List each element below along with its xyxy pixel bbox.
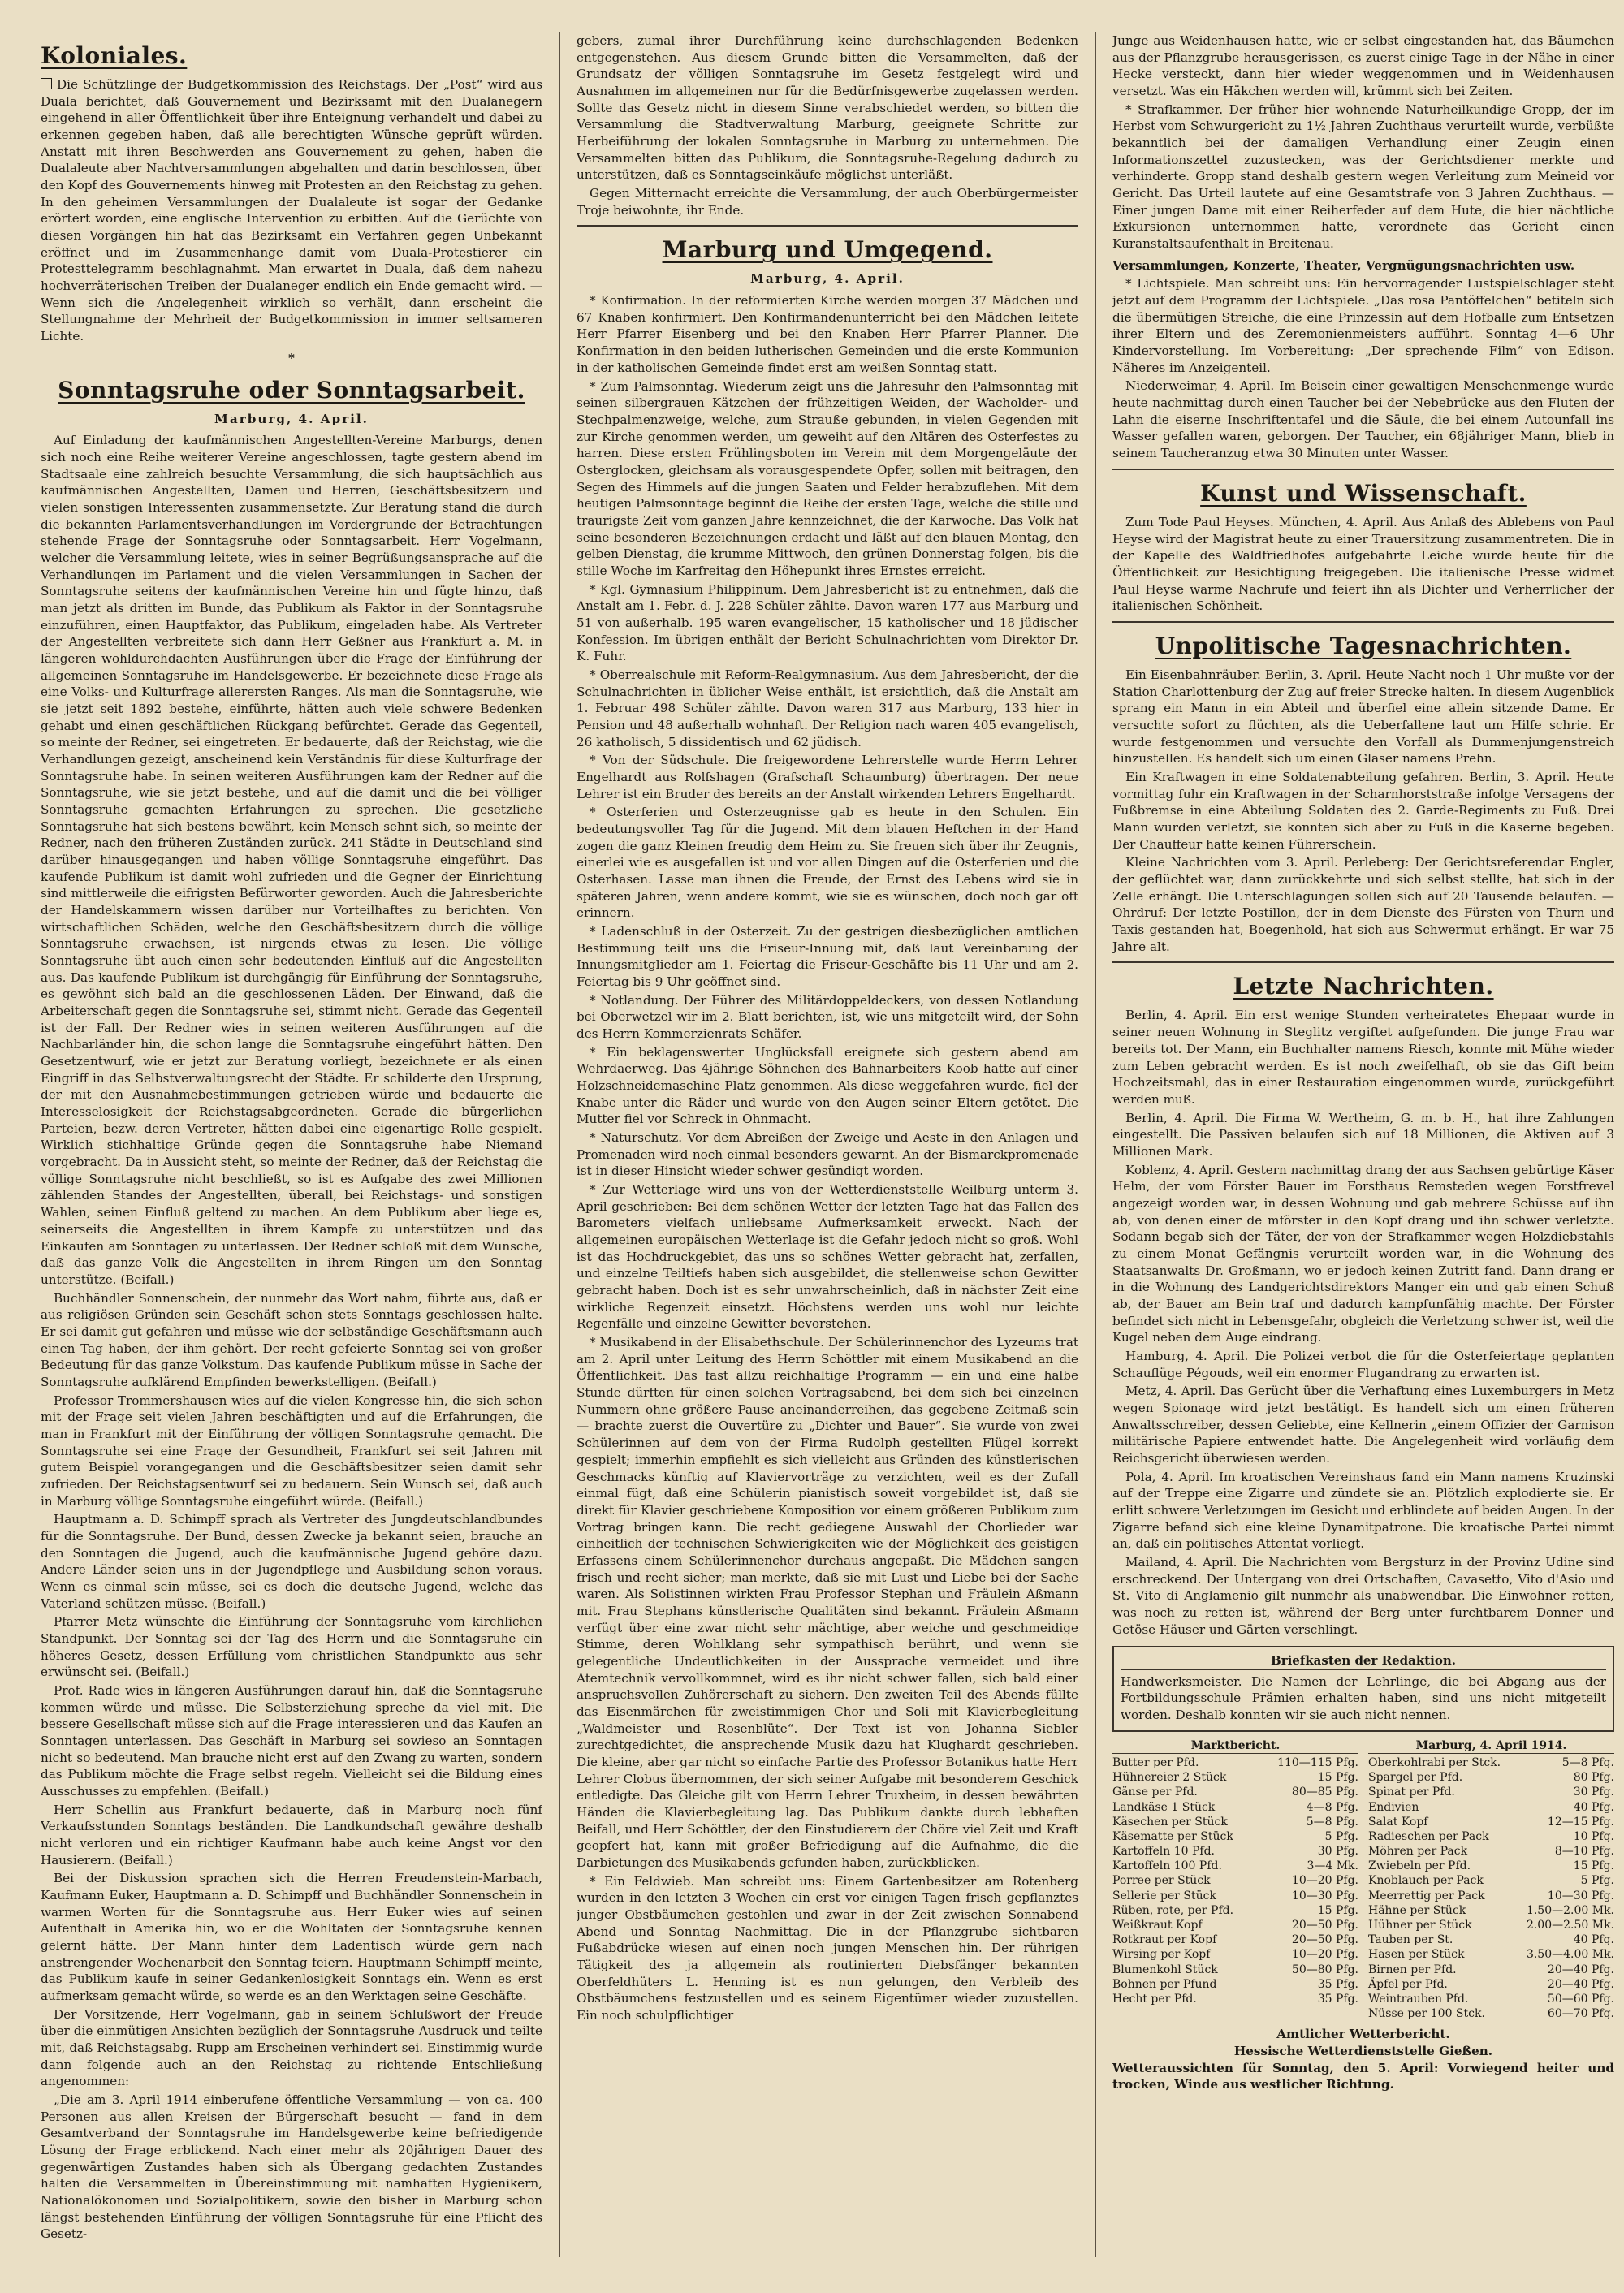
market-price: 4—8 Pfg.: [1306, 1800, 1358, 1814]
market-price: 5—8 Pfg.: [1561, 1755, 1614, 1769]
market-row: [1112, 1785, 1358, 1799]
market-price: 5 Pfg.: [1324, 1829, 1358, 1843]
market-item: Käsechen per Stück: [1112, 1815, 1228, 1829]
section-heading-letzte: Letzte Nachrichten.: [1233, 973, 1494, 1000]
article-paragraph: Mailand, 4. April. Die Nachrichten vom Bergsturz in der Provinz Udine sind erschreckend. Der Untergang von drei Ortschaften, Cavasetto, Vito d'Asio und St. Vito di Anglamenio gilt nunmehr als unabwendbar. Die Einwohner retten, was noch zu retten ist, während der Berg unter furchtbarem Donner und Getöse Häuser und Gärten verschlingt.: [1112, 1554, 1614, 1637]
article-paragraph: Die Schützlinge der Budgetkommission des Reichstags. Der „Post“ wird aus Duala berichtet, daß Gouvernement und Bezirksamt mit den Dualanegern eingehend in aller Öffentlichkeit über ihre Enteignung verhandelt und dabei zu erkennen gegeben haben, daß alle berechtigten Wünsche geprüft würden. Anstatt mit ihren Beschwerden ans Gouvernement zu gehen, haben die Dualaleute aber Nachtversammlungen abgehalten und darin beschlossen, über den Kopf des Gouvernements hinweg mit Protesten an den Reichstag zu gehen. In den geheimen Versammlungen der Dualaleute ist sogar der Gedanke erörtert worden, eine englische Intervention zu erbitten. Auf die Gerüchte von diesen Vorgängen hin hat das Bezirksamt ein Verfahren gegen Unbekannt eröffnet und im Zusammenhange damit vom Duala-Protestierer ein Protesttelegramm beschlagnahmt. Man erwartet in Duala, daß dem nahezu hochverräterischen Treiben der Dualaneger endlich ein Ende gemacht wird. — Wenn sich die Angelegenheit wirklich so verhält, dann erscheint die Stellungnahme der Mehrheit der Budgetkommission in immer seltsameren Lichte.: [41, 77, 542, 344]
market-item: Porree per Stück: [1112, 1874, 1211, 1888]
article-paragraph: Professor Trommershausen wies auf die vielen Kongresse hin, die sich schon mit der Frage seit vielen Jahren beschäftigten und auf die Erfahrungen, die man in Frankfurt mit der Einführung der völligen Sonntagsruhe gemacht. Die Sonntagsruhe sei eine Frage der Gesundheit, Frankfurt sei seit Jahren mit gutem Beispiel vorangegangen und die Geschäftsbesitzer seien damit sehr zufrieden. Der Reichstagsentwurf sei zu bedauern. Sein Wunsch sei, daß auch in Marburg völlige Sonntagsruhe eingeführt würde. (Beifall.): [41, 1393, 542, 1509]
market-row: [1368, 1859, 1614, 1873]
article-paragraph: * Ein Feldwieb. Man schreibt uns: Einem Gartenbesitzer am Rotenberg wurden in den letzten 3 Wochen ein erst vor einigen Tagen frisch gepflanztes junger Obstbäumchen gestohlen und zwar in der Zeit zwischen Sonnabend Abend und Sonntag Nachmittag. Die in der Pflanzgrube sichtbaren Fußabdrücke wiesen auf einen noch jungen Menschen hin. Der rührigen Tätigkeit des ja allgemein als routinierten Diebsfänger bekannten Oberfeldhüters L. Henning ist es nun gelungen, den Verbleib des Obstbäumchens festzustellen und es seinem Eigentümer wieder zuzustellen. Ein noch schulpflichtiger: [577, 1873, 1078, 2023]
separator-star: *: [288, 350, 295, 365]
market-price: 30 Pfg.: [1317, 1845, 1358, 1859]
market-price: 10—30 Pfg.: [1547, 1889, 1614, 1902]
briefkasten-box: [1112, 1646, 1614, 1731]
article-paragraph: Metz, 4. April. Das Gerücht über die Verhaftung eines Luxemburgers in Metz wegen Spionage wird jetzt bestätigt. Es handelt sich um einen früheren Anwaltsschreiber, dessen Geliebte, eine Kellnerin „einem Offizier der Garnison militärische Papiere entwendet hatte. Die Angelegenheit wird vorläufig dem Reichsgericht überwiesen werden.: [1112, 1384, 1614, 1466]
market-price: 15 Pfg.: [1317, 1771, 1358, 1785]
article-paragraph: Zum Tode Paul Heyses. München, 4. April. Aus Anlaß des Ablebens von Paul Heyse wird der Magistrat heute zu einer Trauersitzung zusammentreten. Die in der Kapelle des Waldfriedhofes aufgebahrte Leiche wurde heute für die Öffentlichkeit zur Besichtigung freigegeben. Die italienische Presse widmet Paul Heyse warme Nachrufe und feiert ihn als Dichter und Verherrlicher der italienischen Schönheit.: [1112, 514, 1614, 614]
market-row: [1112, 1829, 1358, 1844]
market-row: [1368, 1844, 1614, 1859]
article-paragraph: * Von der Südschule. Die freigewordene Lehrerstelle wurde Herrn Lehrer Engelhardt aus Rolfshagen (Grafschaft Schaumburg) übertragen. Der neue Lehrer ist ein Bruder des bereits an der Anstalt wirkenden Lehrers Engelhardt.: [577, 753, 1078, 801]
article-paragraph: Auf Einladung der kaufmännischen Angestellten-Vereine Marburgs, denen sich noch eine Reihe weiterer Vereine angeschlossen, tagte gestern abend im Stadtsaale eine zahlreich besuchte Versammlung, die sich hauptsächlich aus kaufmännischen Angestellten, Damen und Herren, Geschäftsbesitzern und vielen sonstigen Interessenten zusammensetzte. Zur Beratung stand die durch die bekannten Parlamentsverhandlungen im Vordergrunde der Betrachtungen stehende Frage der Sonntagsruhe oder Sonntagsarbeit. Herr Vogelmann, welcher die Versammlung leitete, wies in seiner Begrüßungsansprache auf die Verhandlungen im Parlament und die vielen Versammlungen in Sachen der Sonntagsruhe seitens der kaufmännischen Vereine hin und fügte hinzu, daß man jetzt als dritten im Bunde, das Publikum als Faktor in der Sonntagsruhe einzuführen, einen Hauptfaktor, das Publikum, eingeladen habe. Als Vertreter der Angestellten verbreitete sich dann Herr Geßner aus Frankfurt a. M. in längeren wohldurchdachten Ausführungen über die Frage der Einführung der allgemeinen Sonntagsruhe im Handelsgewerbe. Er bezeichnete diese Frage als eine Volks- und Kulturfrage allerersten Ranges. Als man die Sonntagsruhe, wie sie jetzt seit 1892 bestehe, einführte, hätten auch viele schwere Bedenken gehabt und einen geschäftlichen Rückgang befürchtet. Gerade das Gegenteil, so meinte der Redner, sei eingetreten. Er bedauerte, daß der Reichstag, wie die Verhandlungen gezeigt, anscheinend kein Verständnis für diese Kulturfrage der Sonntagsruhe habe. In seinen weiteren Ausführungen kam der Redner auf die Sonntagsruhe, wie sie jetzt bestehe, und auf die damit und die bei völliger Sonntagsruhe gemachten Erfahrungen zu sprechen. Die gesetzliche Sonntagsruhe hat sich bestens bewährt, kein Mensch sehnt sich, so meinte der Redner, nach den früheren Zuständen zurück. 241 Städte in Deutschland sind darüber hinausgegangen und haben völlige Sonntagsruhe eingeführt. Das kaufende Publikum ist damit wohl zufrieden und die Gegner der Einrichtung sind mittlerweile die eifrigsten Befürworter geworden. Auch die Jahresberichte der Handelskammern wissen darüber nur Vorteilhaftes zu berichten. Von wirtschaftlichen Schäden, welche den Geschäftsbesitzern durch die völlige Sonntagsruhe erwachsen, ist nirgends etwas zu lesen. Die völlige Sonntagsruhe übt auch einen sehr bedeutenden Einfluß auf die Angestellten aus. Das kaufende Publikum ist durchgängig für Einführung der Sonntagsruhe, es gewöhnt sich bald an die geschlossenen Läden. Der Einwand, daß die Arbeiterschaft gegen die Sonntagsruhe sei, stimmt nicht. Gerade das Gegenteil ist der Fall. Der Redner wies in seinen weiteren Ausführungen auf die Nachbarländer hin, die schon lange die Sonntagsruhe eingeführt hätten. Den Gesetzentwurf, wie er jetzt zur Beratung vorliegt, bezeichnete er als einen Eingriff in das Selbstverwaltungsrecht der Städte. Er schilderte den Ursprung, der mit den Ausnahmebestimmungen getrieben würde und bedauerte die Interesselosigkeit der Reichstagsabgeordneten. Gerade die bürgerlichen Parteien, bezw. deren Vertreter, hätten dabei eine eigenartige Rolle gespielt. Wirklich stichhaltige Gründe gegen die Sonntagsruhe habe Niemand vorgebracht. Da in Aussicht steht, so meinte der Redner, daß der Reichstag die völlige Sonntagsruhe nicht beschließt, so ist es Aufgabe des zwei Millionen zählenden Standes der Angestellten, überall, bei Reichstags- und sonstigen Wahlen, seinen Einfluß geltend zu machen. An dem Publikum aber liege es, seinerseits die Angestellten in ihrem Kampfe zu unterstützen und das Einkaufen am Sonntagen zu unterlassen. Der Redner schloß mit dem Wunsche, daß das ganze Volk die Angestellten in ihrem Ringen um den Sonntag unterstütze. (Beifall.): [41, 433, 542, 1287]
subheading-versammlungen: Versammlungen, Konzerte, Theater, Vergnügungsnachrichten usw.: [1112, 257, 1575, 273]
market-price: 2.00—2.50 Mk.: [1526, 1919, 1614, 1932]
section-heading-sonntagsruhe: Sonntagsruhe oder Sonntagsarbeit.: [58, 376, 525, 404]
market-row: [1112, 1918, 1358, 1932]
market-row: [1112, 1770, 1358, 1785]
market-price: 3.50—4.00 Mk.: [1526, 1948, 1614, 1962]
market-left: [1112, 1738, 1358, 2022]
market-row: [1112, 1977, 1358, 1992]
column-3: [1112, 32, 1614, 2257]
market-item: Hühner per Stück: [1368, 1919, 1472, 1932]
market-row: [1368, 1963, 1614, 1977]
market-row: [1368, 1889, 1614, 1903]
market-item: Rüben, rote, per Pfd.: [1112, 1903, 1234, 1917]
article-paragraph: * Zur Wetterlage wird uns von der Wetterdienststelle Weilburg unterm 3. April geschrieben: Bei dem schönen Wetter der letzten Tage hat das Fallen des Barometers vielfach unliebsame Aufmerksamkeit erweckt. Nach der allgemeinen europäischen Wetterlage ist die Gefahr jedoch nicht so groß. Wohl ist das Hochdruckgebiet, das uns so schönes Wetter gebracht hat, zerfallen, und einzelne Teiltiefs haben sich ausgebildet, die stellenweise schon Gewitter gebracht haben. Doch ist es sehr unwahrscheinlich, daß in nächster Zeit eine wirkliche Regenzeit einsetzt. Höchstens werden uns wohl nur leichte Regenfälle und einzelne Gewitter bevorstehen.: [577, 1182, 1078, 1332]
market-item: Weintrauben Pfd.: [1368, 1992, 1469, 2006]
market-item: Gänse per Pfd.: [1112, 1786, 1198, 1799]
article-paragraph: * Lichtspiele. Man schreibt uns: Ein hervorragender Lustspielschlager steht jetzt auf dem Programm der Lichtspiele. „Das rosa Pantöffelchen“ betiteln sich die übermütigen Streiche, die eine Prinzessin auf dem Hofballe zum Entsetzen ihrer Eltern und des Zeremonienmeisters aufführt. Sonntag 4—6 Uhr Kindervorstellung. Im Vorbereitung: „Der sprechende Film“ von Edison. Näheres im Anzeigenteil.: [1112, 276, 1614, 375]
article-paragraph: Niederweimar, 4. April. Im Beisein einer gewaltigen Menschenmenge wurde heute nachmittag durch einen Taucher bei der Nebebrücke aus den Fluten der Lahn die eiserne Inschriftentafel und die Säule, die bei einem Autounfall ins Wasser gefallen waren, geborgen. Der Taucher, ein 68jähriger Mann, blieb in seinem Taucheranzug etwa 30 Minuten unter Wasser.: [1112, 378, 1614, 461]
market-row: [1368, 1873, 1614, 1888]
market-row: [1112, 1889, 1358, 1903]
market-row: [1368, 1932, 1614, 1947]
market-row: [1368, 1977, 1614, 1992]
market-item: Hecht per Pfd.: [1112, 1992, 1197, 2006]
market-price: 10—30 Pfg.: [1291, 1889, 1358, 1902]
market-price: 50—80 Pfg.: [1291, 1963, 1358, 1976]
market-price: 80 Pfg.: [1573, 1771, 1614, 1785]
market-right-heading: Marburg, 4. April 1914.: [1368, 1738, 1614, 1754]
article-paragraph: * Ein beklagenswerter Unglücksfall ereignete sich gestern abend am Wehrdaerweg. Das 4jährige Söhnchen des Bahnarbeiters Koob hatte auf einer Holzschneidemaschine Platz genommen. Als diese weggefahren wurde, fiel der Knabe unter die Räder und wurde von den Augen seiner Eltern getötet. Die Mutter fiel vor Schreck in Ohnmacht.: [577, 1044, 1078, 1127]
article-paragraph: * Notlandung. Der Führer des Militärdoppeldeckers, von dessen Notlandung bei Oberwetzel wir im 2. Blatt berichten, ist, wie uns mitgeteilt wird, der Sohn des Herrn Kommerzienrats Schäfer.: [577, 992, 1078, 1042]
market-row: [1112, 1755, 1358, 1770]
article-paragraph: Prof. Rade wies in längeren Ausführungen darauf hin, daß die Sonntagsruhe kommen würde und müsse. Die Selbsterziehung spreche da viel mit. Die bessere Gesellschaft müsse sich auf die Frage interessieren und das Kaufen an Sonntagen unterlassen. Das Geschäft in Marburg sei sowieso an Sonntagen nicht so bedeutend. Man brauche nicht erst auf den Zwang zu warten, sondern das Publikum möchte die Frage selbst regeln. Vielleicht sei die Bildung eines Ausschusses zu empfehlen. (Beifall.): [41, 1682, 542, 1799]
market-row: [1112, 1873, 1358, 1888]
column-rule: [1095, 32, 1096, 2257]
market-price: 20—40 Pfg.: [1547, 1963, 1614, 1976]
market-price: 110—115 Pfg.: [1277, 1755, 1358, 1769]
market-price: 80—85 Pfg.: [1291, 1786, 1358, 1799]
market-row: [1368, 1785, 1614, 1799]
article-paragraph: „Die am 3. April 1914 einberufene öffentliche Versammlung — von ca. 400 Personen aus allen Kreisen der Bürgerschaft besucht — fand in dem Gesamtverband der Sonntagsruhe im Handelsgewerbe keine befriedigende Lösung der Frage erblickend. Nach einer mehr als 20jährigen Dauer des gegenwärtigen Zustandes haben sich als Übergang gedachten Zustandes halten die Versammelten in Übereinstimmung mit namhaften Hygienikern, Nationalökonomen und Sozialpolitikern, sowie den bisher in Marburg schon längst bestehenden Einführung der völligen Sonntagsruhe für eine Pflicht des Gesetz-: [41, 2092, 542, 2242]
market-item: Tauben per St.: [1368, 1933, 1453, 1947]
market-price: 20—40 Pfg.: [1547, 1977, 1614, 1991]
market-price: 12—15 Pfg.: [1547, 1815, 1614, 1829]
market-item: Möhren per Pack: [1368, 1845, 1468, 1859]
market-price: 8—10 Pfg.: [1554, 1845, 1614, 1859]
section-heading-marburg: Marburg und Umgegend.: [662, 236, 993, 264]
article-paragraph: Hauptmann a. D. Schimpff sprach als Vertreter des Jungdeutschlandbundes für die Sonntagsruhe. Der Bund, dessen Zwecke ja bekannt seien, brauche an den Sonntagen die Jugend, auch die kaufmännische Jugend gehöre dazu. Andere Länder seien uns in der Jugendpflege und Ausbildung schon voraus. Wenn es einmal sein müsse, sei es doch die deutsche Jugend, welche das Vaterland schützen müsse. (Beifall.): [41, 1512, 542, 1611]
article-paragraph: Hamburg, 4. April. Die Polizei verbot die für die Osterfeiertage geplanten Schauflüge Pégouds, weil ein enormer Flugandrang zu erwarten ist.: [1112, 1348, 1614, 1380]
market-price: 5—8 Pfg.: [1306, 1815, 1358, 1829]
market-item: Wirsing per Kopf: [1112, 1948, 1211, 1962]
market-price: 60—70 Pfg.: [1547, 2007, 1614, 2021]
market-price: 20—50 Pfg.: [1291, 1919, 1358, 1932]
market-row: [1368, 1903, 1614, 1918]
column-2: [577, 32, 1078, 2257]
market-item: Hähne per Stück: [1368, 1903, 1466, 1917]
market-row: [1368, 1755, 1614, 1770]
weather-subtitle: Hessische Wetterdienststelle Gießen.: [1233, 2043, 1493, 2058]
market-price: 15 Pfg.: [1317, 1903, 1358, 1917]
market-price: 40 Pfg.: [1573, 1933, 1614, 1947]
briefkasten-text: Handwerksmeister. Die Namen der Lehrlinge, die bei Abgang aus der Fortbildungsschule Prämien erhalten haben, sind uns nicht mitgeteilt worden. Deshalb konnten wir sie auch nicht nennen.: [1121, 1673, 1606, 1723]
market-row: [1112, 1815, 1358, 1829]
section-heading-koloniales: Koloniales.: [41, 42, 188, 69]
market-price: 5 Pfg.: [1580, 1874, 1614, 1888]
market-item: Radieschen per Pack: [1368, 1829, 1489, 1843]
article-paragraph: * Konfirmation. In der reformierten Kirche werden morgen 37 Mädchen und 67 Knaben konfirmiert. Den Konfirmandenunterricht bei den Mädchen leitete Herr Pfarrer Eisenberg und bei den Knaben Herr Pfarrer Planner. Die Konfirmation in den beiden lutherischen Gemeinden und die erste Kommunion in der katholischen Gemeinde findet erst am weißen Sonntag statt.: [577, 293, 1078, 375]
market-item: Kartoffeln 100 Pfd.: [1112, 1859, 1222, 1873]
market-item: Bohnen per Pfund: [1112, 1977, 1217, 1991]
article-paragraph: Ein Eisenbahnräuber. Berlin, 3. April. Heute Nacht noch 1 Uhr mußte vor der Station Charlottenburg der Zug auf freier Strecke halten. In diesem Augenblick sprang ein Mann in ein Abteil und überfiel eine allein sitzende Dame. Er versuchte sofort zu flüchten, als die Ueberfallene laut um Hilfe schrie. Er wurde festgenommen und versuchte den Vorfall als Dummenjungenstreich hinzustellen. Es handelt sich um einen Glaser namens Prehn.: [1112, 667, 1614, 766]
market-item: Kartoffeln 10 Pfd.: [1112, 1845, 1216, 1859]
market-item: Hühnereier 2 Stück: [1112, 1771, 1227, 1785]
article-paragraph: * Osterferien und Osterzeugnisse gab es heute in den Schulen. Ein bedeutungsvoller Tag für die Jugend. Mit dem blauen Heftchen in der Hand zogen die ganz Kleinen freudig dem Heim zu. Sie freuen sich über ihr Zeugnis, einerlei wie es ausgefallen ist und vor allen Dingen auf die Osterferien und die Osterhasen. Lasse man ihnen die Freude, der Ernst des Lebens wird sie in späteren Jahren, wenn andere kommt, wie sie es wünschen, doch noch gar oft erinnern.: [577, 805, 1078, 921]
article-paragraph: Pfarrer Metz wünschte die Einführung der Sonntagsruhe vom kirchlichen Standpunkt. Der Sonntag sei der Tag des Herrn und die Sonntagsruhe ein höheres Gesetz, dessen Erfüllung vom christlichen Standpunkte aus sehr erwünscht sei. (Beifall.): [41, 1614, 542, 1680]
market-row: [1368, 1947, 1614, 1962]
market-item: Butter per Pfd.: [1112, 1755, 1199, 1769]
section-heading-unpolitische: Unpolitische Tagesnachrichten.: [1155, 632, 1572, 659]
market-price: 10 Pfg.: [1573, 1829, 1614, 1843]
market-row: [1368, 1815, 1614, 1829]
article-paragraph: * Naturschutz. Vor dem Abreißen der Zweige und Aeste in den Anlagen und Promenaden wird noch einmal besonders gewarnt. An der Bismarckpromenade ist in dieser Hinsicht wieder schwer gesündigt worden.: [577, 1130, 1078, 1179]
market-item: Sellerie per Stück: [1112, 1889, 1216, 1902]
article-paragraph: Kleine Nachrichten vom 3. April. Perleberg: Der Gerichtsreferendar Engler, der geflüchtet war, dann zurückkehrte und sich selbst stellte, hat sich in der Zelle erhängt. Die Unterschlagungen sollen sich auf 20 Tausende belaufen. — Ohrdruf: Der letzte Postillon, der in dem Dienste des Fürsten von Thurn und Taxis gestanden hat, Boegenhold, hat sich aus Schwermut erhängt. Er war 75 Jahre alt.: [1112, 855, 1614, 954]
article-paragraph: gebers, zumal ihrer Durchführung keine durchschlagenden Bedenken entgegenstehen. Aus diesem Grunde bitten die Versammelten, daß der Grundsatz der völligen Sonntagsruhe im Gesetz festgelegt wird und Ausnahmen im allgemeinen nur für die Bedürfnisgewerbe zugelassen werden. Sollte das Gesetz nicht in diesem Sinne verabschiedet werden, so bitten die Versammlung die Stadtverwaltung Marburg, geeignete Schritte zur Herbeiführung der lokalen Sonntagsruhe in Marburg zu unternehmen. Die Versammelten bitten das Publikum, die Sonntagsruhe-Regelung dadurch zu unterstützen, daß es Sonntagseinkäufe möglichst unterläßt.: [577, 33, 1078, 183]
divider: [577, 225, 1078, 227]
market-item: Weißkraut Kopf: [1112, 1919, 1203, 1932]
divider: [1112, 469, 1614, 470]
article-paragraph: * Musikabend in der Elisabethschule. Der Schülerinnenchor des Lyzeums trat am 2. April unter Leitung des Herrn Schöttler mit einem Musikabend an die Öffentlichkeit. Das fast allzu reichhaltige Programm — ein und eine halbe Stunde dürften für einen solchen Vortragsabend, bei dem sich bei einzelnen Nummern ohne größere Pause aneinanderreihen, das gegebene Zeitmaß sein — brachte zuerst die Ouvertüre zu „Dichter und Bauer“. Sie wurde von zwei Schülerinnen auf dem von der Firma Rudolph gestellten Flügel korrekt gespielt; immerhin empfiehlt es sich vielleicht aus Gründen des künstlerischen Geschmacks künftig auf Klaviervorträge zu verzichten, weil es der Zufall einmal fügt, daß eine Schülerin pianistisch soweit vorgebildet ist, daß sie direkt für Klavier geschriebene Komposition vor einem größeren Publikum zum Vortrag bringen kann. Die recht gediegene Auswahl der Chorlieder war einheitlich der technischen Schwierigkeiten wie der Möglichkeit des geistigen Erfassens einem Schülerinnenchor durchaus angepaßt. Die Mädchen sangen frisch und recht sicher; man merkte, daß sie mit Lust und Liebe bei der Sache waren. Als Solistinnen wirkten Frau Professor Stephan und Fräulein Aßmann mit. Frau Stephans künstlerische Qualitäten sind bekannt. Fräulein Aßmann verfügt über eine zwar nicht sehr mächtige, aber weiche und geschmeidige Stimme, deren Wohlklang sehr sympathisch berührt, und wenn sie gelegentliche Undeutlichkeiten in der Aussprache vermeidet und ihre Atemtechnik vervollkommnet, wird es ihr nicht schwer fallen, sich bald einer anspruchsvollen Zuhörerschaft zu sichern. Den zweiten Teil des Abends füllte das Eisenmärchen für zweistimmigen Chor und Soli mit Klavierbegleitung „Waldmeister und Rosenblüte“. Der Text ist von Johanna Siebler zurechtgedichtet, die ansprechende Musik dazu hat Klughardt geschrieben. Die kleine, aber gar nicht so einfache Partie des Professor Botanikus hatte Herr Lehrer Clobus übernommen, der sich seiner Aufgabe mit besonderem Geschick entledigte. Das Gleiche gilt von Herrn Lehrer Truxheim, in dessen bewährten Händen die Klavierbegleitung lag. Das Publikum dankte durch lebhaften Beifall, und Herr Schöttler, der den Einstudierern der Chöre viel Zeit und Kraft geopfert hat, kann mit großer Befriedigung auf die Aufnahme, die die Darbietungen des Musikabends gefunden haben, zurückblicken.: [577, 1335, 1078, 1870]
dateline: Marburg, 4. April.: [214, 411, 369, 426]
dateline: Marburg, 4. April.: [750, 271, 905, 287]
weather-text: Wetteraussichten für Sonntag, den 5. April: Vorwiegend heiter und trocken, Winde aus westlicher Richtung.: [1112, 2060, 1614, 2092]
market-item: Landkäse 1 Stück: [1112, 1800, 1216, 1814]
market-item: Meerrettig per Pack: [1368, 1889, 1485, 1902]
article-paragraph: Der Vorsitzende, Herr Vogelmann, gab in seinem Schlußwort der Freude über die einmütigen Ansichten bezüglich der Sonntagsruhe Ausdruck und teilte mit, daß Reichstagsabg. Rupp am Erscheinen verhindert sei. Einstimmig wurde dann folgende auch an den Reichstag zu richtende Entschließung angenommen:: [41, 2006, 542, 2089]
article-paragraph: Koblenz, 4. April. Gestern nachmittag drang der aus Sachsen gebürtige Käser Helm, der vom Förster Bauer im Forsthaus Remsteden wegen Forstfrevel angezeigt worden war, in dessen Wohnung und gab mehrere Schüsse auf ihn ab, von denen einer de mförster in den Kopf drang und ihn schwer verletzte. Sodann begab sich der Täter, der von der Strafkammer wegen Holzdiebstahls zu einem Monat Gefängnis verurteilt worden war, in die Wohnung des Staatsanwalts Dr. Großmann, wo er jedoch keinen Zutritt fand. Dann drang er in die Wohnung des Landgerichtsdirektors Manger ein und gab einen Schuß ab, der Bauer am Bein traf und dadurch kampfunfähig machte. Der Förster befindet sich nicht in Lebensgefahr, obgleich die Verletzung schwer ist, weil die Kugel neben dem Auge eindrang.: [1112, 1162, 1614, 1345]
article-paragraph: * Strafkammer. Der früher hier wohnende Naturheilkundige Gropp, der im Herbst vom Schwurgericht zu 1½ Jahren Zuchthaus verurteilt wurde, verbüßte bekanntlich bei der damaligen Verhandlung einer Zeugin einen Informationszettel zuzustecken, was der Gerichtsdiener merkte und verhinderte. Gropp stand deshalb gestern wegen Verleitung zum Meineid vor Gericht. Das Urteil lautete auf eine Gesamtstrafe von 3 Jahren Zuchthaus. — Einer jungen Dame mit einer Reiherfeder auf dem Hute, die hier nächtliche Exkursionen unternommen hatte, verordnete das Gericht einen Kuranstaltsaufenthalt in Breitenau.: [1112, 101, 1614, 252]
article-paragraph: Herr Schellin aus Frankfurt bedauerte, daß in Marburg noch fünf Verkaufsstunden Sonntags beständen. Die Landkundschaft gewähre deshalb nicht verloren und ein richtiger Kaufmann habe auch keine Angst vor den Hausierern. (Beifall.): [41, 1802, 542, 1868]
market-item: Hasen per Stück: [1368, 1948, 1465, 1962]
market-price: 1.50—2.00 Mk.: [1526, 1903, 1614, 1917]
article-paragraph: Berlin, 4. April. Ein erst wenige Stunden verheiratetes Ehepaar wurde in seiner neuen Wohnung in Steglitz vergiftet aufgefunden. Die junge Frau war bereits tot. Der Mann, ein Buchhalter namens Riesch, konnte mit Mühe wieder zum Leben gebracht werden. Es ist noch zweifelhaft, ob sie das Gift beim Hochzeitsmahl, das in einer Restauration eingenommen wurde, zurückgeführt werden muß.: [1112, 1008, 1614, 1107]
market-item: Salat Kopf: [1368, 1815, 1428, 1829]
market-price: 10—20 Pfg.: [1291, 1948, 1358, 1962]
market-row: [1368, 1992, 1614, 2006]
market-item: Oberkohlrabi per Stck.: [1368, 1755, 1501, 1769]
market-row: [1368, 1829, 1614, 1844]
divider: [1112, 961, 1614, 963]
article-paragraph: * Kgl. Gymnasium Philippinum. Dem Jahresbericht ist zu entnehmen, daß die Anstalt am 1. Febr. d. J. 228 Schüler zählte. Davon waren 177 aus Marburg und 51 von außerhalb. 195 waren evangelischer, 15 katholischer und 18 jüdischer Konfession. Im übrigen enthält der Bericht Schulnachrichten vom Direktor Dr. K. Fuhr.: [577, 581, 1078, 664]
market-price: 15 Pfg.: [1573, 1859, 1614, 1873]
market-item: Spargel per Pfd.: [1368, 1771, 1463, 1785]
checkbox-icon: [41, 78, 52, 89]
market-price: 10—20 Pfg.: [1291, 1874, 1358, 1888]
briefkasten-title: Briefkasten der Redaktion.: [1121, 1652, 1606, 1669]
market-left-heading: Marktbericht.: [1112, 1738, 1358, 1754]
market-price: 3—4 Mk.: [1307, 1859, 1358, 1873]
market-price: 35 Pfg.: [1317, 1992, 1358, 2006]
market-row: [1112, 1844, 1358, 1859]
market-row: [1368, 1918, 1614, 1932]
market-item: Spinat per Pfd.: [1368, 1786, 1455, 1799]
article-paragraph: * Ladenschluß in der Osterzeit. Zu der gestrigen diesbezüglichen amtlichen Bestimmung teilt uns die Friseur-Innung mit, daß laut Vereinbarung der Innungsmitglieder am 1. Feiertag die Friseur-Geschäfte bis 11 Uhr und am 2. Feiertag bis 9 Uhr geöffnet sind.: [577, 924, 1078, 990]
market-row: [1112, 1800, 1358, 1815]
market-row: [1368, 1800, 1614, 1815]
market-item: Zwiebeln per Pfd.: [1368, 1859, 1471, 1873]
market-price: 50—60 Pfg.: [1547, 1992, 1614, 2006]
market-item: Käsematte per Stück: [1112, 1829, 1233, 1843]
market-item: Nüsse per 100 Stck.: [1368, 2007, 1485, 2021]
market-row: [1112, 1947, 1358, 1962]
article-paragraph: Buchhändler Sonnenschein, der nunmehr das Wort nahm, führte aus, daß er aus religiösen Gründen sein Geschäft schon stets Sonntags geschlossen halte. Er sei damit gut gefahren und müsse wie der selbständige Geschäftsmann auch einen Tag haben, der ihm gehört. Der recht gefeierte Sonntag sei von großer Bedeutung für das ganze Volkstum. Das kaufende Publikum müsse in Sache der Sonntagsruhe aufklärend Empfinden bewerkstelligen. (Beifall.): [41, 1290, 542, 1389]
market-item: Blumenkohl Stück: [1112, 1963, 1218, 1976]
market-report: [1112, 1738, 1614, 2022]
market-price: 30 Pfg.: [1573, 1786, 1614, 1799]
market-item: Birnen per Pfd.: [1368, 1963, 1457, 1976]
market-item: Rotkraut per Kopf: [1112, 1933, 1217, 1947]
market-item: Äpfel per Pfd.: [1368, 1977, 1448, 1991]
market-price: 20—50 Pfg.: [1291, 1933, 1358, 1947]
market-row: [1368, 1770, 1614, 1785]
article-paragraph: Gegen Mitternacht erreichte die Versammlung, der auch Oberbürgermeister Troje beiwohnte, ihr Ende.: [577, 186, 1078, 218]
weather-title: Amtlicher Wetterbericht.: [1276, 2027, 1450, 2042]
divider: [1112, 621, 1614, 623]
article-paragraph: Ein Kraftwagen in eine Soldatenabteilung gefahren. Berlin, 3. April. Heute vormittag fuhr ein Kraftwagen in der Scharnhorststraße infolge Versagens der Fußbremse in eine Abteilung Soldaten des 2. Garde-Regiments zu Fuß. Drei Mann wurden verletzt, sie konnten sich aber zu Fuß in die Kaserne begeben. Der Chauffeur hatte keinen Führerschein.: [1112, 770, 1614, 852]
column-rule: [559, 32, 560, 2257]
market-item: Endivien: [1368, 1800, 1419, 1814]
market-row: [1112, 1992, 1358, 2006]
market-row: [1112, 1963, 1358, 1977]
market-row: [1112, 1903, 1358, 1918]
market-price: 35 Pfg.: [1317, 1977, 1358, 1991]
article-paragraph: Junge aus Weidenhausen hatte, wie er selbst eingestanden hat, das Bäumchen aus der Pflanzgrube herausgerissen, es zuerst einige Tage in der Nähe in einer Hecke versteckt, dann hier wieder weggenommen und in Weidenhausen versetzt. Was ein Häkchen werden will, krümmt sich bei Zeiten.: [1112, 33, 1614, 99]
article-paragraph: Pola, 4. April. Im kroatischen Vereinshaus fand ein Mann namens Kruzinski auf der Treppe eine Zigarre und zündete sie an. Plötzlich explodierte sie. Er erlitt schwere Verletzungen im Gesicht und erblindete auf beiden Augen. In der Zigarre befand sich eine kleine Dynamitpatrone. Die kroatische Partei nimmt an, daß ein politisches Attentat vorliegt.: [1112, 1469, 1614, 1552]
market-price: 40 Pfg.: [1573, 1800, 1614, 1814]
market-row: [1368, 2006, 1614, 2021]
section-heading-kunst: Kunst und Wissenschaft.: [1200, 479, 1527, 507]
article-paragraph: * Zum Palmsonntag. Wiederum zeigt uns die Jahresuhr den Palmsonntag mit seinen silbergrauen Kätzchen der frühzeitigen Weiden, der Wacholder- und Stechpalmenzweige, welche, zum Strauße gebunden, in vielen Gegenden mit zur Kirche genommen werden, um geweiht auf den Altären des Osterfestes zu harren. Diese ersten Frühlingsboten im Verein mit dem Morgengeläute der Osterglocken, gleichsam als vorausgespendete Opfer, sollen mit beitragen, den Segen des Himmels auf die jungen Saaten und Felder herabzuflehen. Mit dem heutigen Palmsonntage beginnt die Reihe der ersten Tage, welche die stille und traurigste Zeit vom ganzen Jahre kennzeichnet, die der Karwoche. Das Volk hat seine besonderen Bezeichnungen erdacht und läßt auf den blauen Montag, den gelben Dienstag, die krumme Mittwoch, den grünen Donnerstag folgen, bis die stille Woche im Karfreitag den Höhepunkt ihres Ernstes erreicht.: [577, 378, 1078, 578]
column-1: [41, 32, 542, 2257]
market-item: Knoblauch per Pack: [1368, 1874, 1484, 1888]
article-paragraph: Berlin, 4. April. Die Firma W. Wertheim, G. m. b. H., hat ihre Zahlungen eingestellt. Die Passiven belaufen sich auf 18 Millionen, die Aktiven auf 3 Millionen Mark.: [1112, 1110, 1614, 1159]
article-paragraph: * Oberrealschule mit Reform-Realgymnasium. Aus dem Jahresbericht, der die Schulnachrichten in üblicher Weise enthält, ist ersichtlich, daß die Anstalt am 1. Februar 498 Schüler zählte. Davon waren 317 aus Marburg, 133 hier in Pension und 48 außerhalb wohnhaft. Der Religion nach waren 405 evangelisch, 26 katholisch, 5 dissidentisch und 62 jüdisch.: [577, 667, 1078, 749]
market-right: [1368, 1738, 1614, 2022]
article-paragraph: Bei der Diskussion sprachen sich die Herren Freudenstein-Marbach, Kaufmann Euker, Hauptmann a. D. Schimpff und Buchhändler Sonnenschein in warmen Worten für die Sonntagsruhe aus. Herr Euker wies auf seinen Aufenthalt in Amerika hin, wo er die Wohltaten der Sonntagsruhe kennen gelernt hätte. Der Mann hinter dem Ladentisch würde gern nach anstrengender Wochenarbeit den Sonntag feiern. Hauptmann Schimpff meinte, das Publikum kaufe in seiner Gedankenlosigkeit Sonntags ein. Wenn es erst aufmerksam gemacht würde, so werde es an den Werktagen seine Geschäfte.: [41, 1871, 542, 2004]
market-row: [1112, 1859, 1358, 1873]
market-row: [1112, 1932, 1358, 1947]
